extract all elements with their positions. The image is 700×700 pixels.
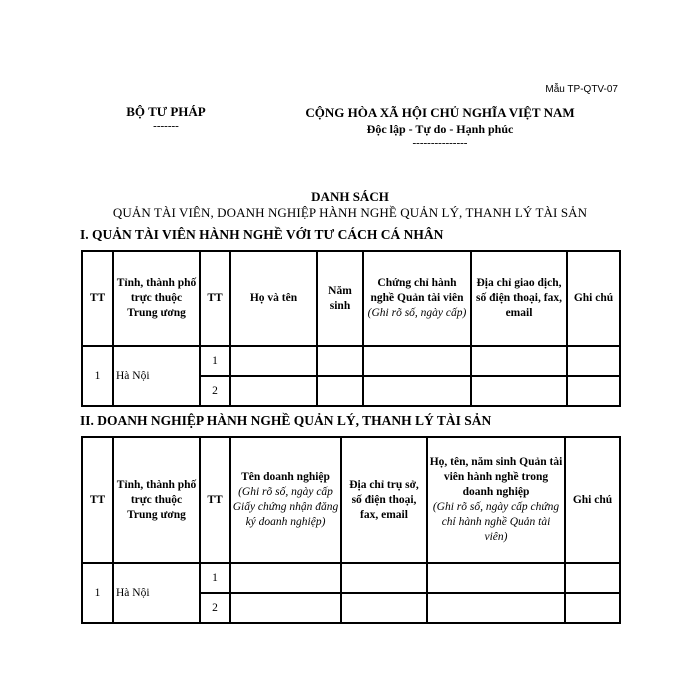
cell-address[interactable] [341,563,427,593]
header-tt: TT [82,437,113,563]
row-sub-tt: 2 [200,376,230,406]
cell-company[interactable] [230,563,341,593]
enterprise-table [81,436,621,624]
row-tt: 1 [82,346,113,406]
header-address: Địa chỉ trụ sở, số điện thoại, fax, email [341,437,427,563]
row-tt: 1 [82,563,113,623]
header-province: Tỉnh, thành phố trực thuộc Trung ương [113,251,200,346]
cell-certificate[interactable] [363,376,471,406]
header-certificate [363,251,471,346]
document-title: DANH SÁCH [311,189,389,204]
row-province: Hà Nội [113,346,200,406]
cell-contact[interactable] [471,376,567,406]
nation-name: CỘNG HÒA XÃ HỘI CHỦ NGHĨA VIỆT NAM [305,105,575,120]
individual-table [81,250,621,407]
header-tt-sub: TT [200,251,230,346]
table-row [82,346,620,376]
table-row [82,563,620,593]
form-code: Mẫu TP-QTV-07 [545,84,618,95]
header-full-name: Họ và tên [230,251,317,346]
header-province: Tỉnh, thành phố trực thuộc Trung ương [113,437,200,563]
cell-manager[interactable] [427,593,565,623]
header-manager [427,437,565,563]
row-sub-tt: 2 [200,593,230,623]
certificate-note: (Ghi rõ số, ngày cấp) [367,307,467,319]
header-note: Ghi chú [567,251,620,346]
nation-separator: --------------- [412,137,468,149]
cell-note[interactable] [565,593,620,623]
section2-heading: II. DOANH NGHIỆP HÀNH NGHỀ QUẢN LÝ, THANH LÝ TÀI SẢN [80,413,492,428]
section1-heading: I. QUẢN TÀI VIÊN HÀNH NGHỀ VỚI TƯ CÁCH CÁ NHÂN [80,227,444,242]
national-header [290,104,590,150]
company-note: (Ghi rõ số, ngày cấp Giấy chứng nhận đăng ký doanh nghiệp) [232,486,339,528]
document-subtitle: QUẢN TÀI VIÊN, DOANH NGHIỆP HÀNH NGHỀ QUẢN LÝ, THANH LÝ TÀI SẢN [112,205,588,220]
header-tt-sub: TT [200,437,230,563]
cell-note[interactable] [567,346,620,376]
row-sub-tt: 1 [200,563,230,593]
cell-contact[interactable] [471,346,567,376]
ministry-name: BỘ TƯ PHÁP [126,104,206,119]
ministry-header [108,104,224,133]
header-birth-year: Năm sinh [317,251,363,346]
header-company [230,437,341,563]
header-contact: Địa chỉ giao dịch, số điện thoại, fax, email [471,251,567,346]
cell-full-name[interactable] [230,376,317,406]
cell-manager[interactable] [427,563,565,593]
ministry-separator: ------- [153,120,179,132]
cell-full-name[interactable] [230,346,317,376]
row-sub-tt: 1 [200,346,230,376]
manager-label: Họ, tên, năm sinh Quản tài viên hành nghề trong doanh nghiệp [429,456,563,498]
cell-note[interactable] [565,563,620,593]
cell-company[interactable] [230,593,341,623]
nation-motto: Độc lập - Tự do - Hạnh phúc [366,122,514,136]
header-note: Ghi chú [565,437,620,563]
cell-note[interactable] [567,376,620,406]
cell-birth-year[interactable] [317,346,363,376]
manager-note: (Ghi rõ số, ngày cấp chứng chỉ hành nghề Quản tài viên) [432,501,560,543]
certificate-label: Chứng chỉ hành nghề Quản tài viên [370,277,464,304]
cell-certificate[interactable] [363,346,471,376]
cell-birth-year[interactable] [317,376,363,406]
row-province: Hà Nội [113,563,200,623]
header-tt: TT [82,251,113,346]
company-label: Tên doanh nghiệp [241,471,330,483]
cell-address[interactable] [341,593,427,623]
